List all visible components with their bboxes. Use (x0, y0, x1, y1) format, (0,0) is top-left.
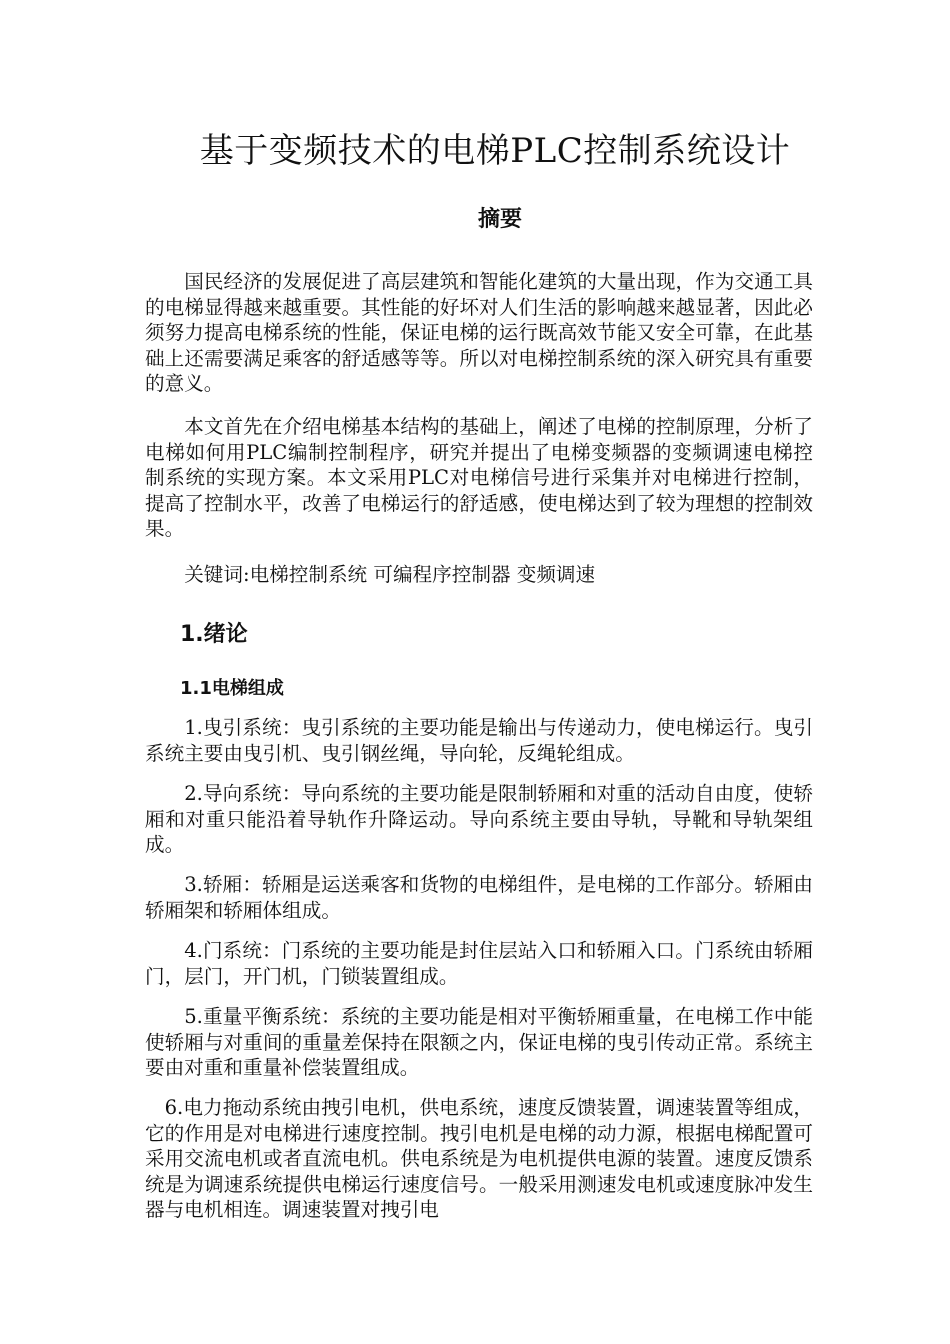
list-item-car: 3.轿厢：轿厢是运送乘客和货物的电梯组件，是电梯的工作部分。轿厢由轿厢架和轿厢体组成。 (145, 873, 813, 922)
abstract-paragraph-1: 国民经济的发展促进了高层建筑和智能化建筑的大量出现，作为交通工具的电梯显得越来越重要。其性能的好坏对人们生活的影响越来越显著，因此必须努力提高电梯系统的性能，保证电梯的运行既高效节能又安全可靠，在此基础上还需要满足乘客的舒适感等等。所以对电梯控制系统的深入研究具有重要的意义。 (145, 270, 813, 395)
keywords-line: 关键词:电梯控制系统 可编程序控制器 变频调速 (184, 563, 596, 586)
list-item-guide-system: 2.导向系统：导向系统的主要功能是限制轿厢和对重的活动自由度，使轿厢和对重只能沿着导轨作升降运动。导向系统主要由导轨，导靴和导轨架组成。 (145, 782, 813, 856)
list-item-electric-drive-system: 6.电力拖动系统由拽引电机，供电系统，速度反馈装置，调速装置等组成，它的作用是对电梯进行速度控制。拽引电机是电梯的动力源，根据电梯配置可采用交流电机或者直流电机。供电系统是为电机提供电源的装置。速度反馈系统是为调速系统提供电梯运行速度信号。一般采用测速发电机或速度脉冲发生器与电机相连。调速装置对拽引电 (145, 1096, 813, 1221)
section-heading-introduction: 1.绪论 (180, 622, 248, 647)
abstract-heading: 摘要 (477, 207, 522, 232)
document-title: 基于变频技术的电梯PLC控制系统设计 (199, 131, 791, 171)
subsection-heading-elevator-composition: 1.1电梯组成 (180, 678, 284, 699)
list-item-weight-balance-system: 5.重量平衡系统：系统的主要功能是相对平衡轿厢重量，在电梯工作中能使轿厢与对重间的重量差保持在限额之内，保证电梯的曳引传动正常。系统主要由对重和重量补偿装置组成。 (145, 1005, 813, 1079)
list-item-traction-system: 1.曳引系统：曳引系统的主要功能是输出与传递动力，使电梯运行。曳引系统主要由曳引机、曳引钢丝绳，导向轮，反绳轮组成。 (145, 716, 813, 765)
abstract-paragraph-2: 本文首先在介绍电梯基本结构的基础上，阐述了电梯的控制原理，分析了电梯如何用PLC编制控制程序，研究并提出了电梯变频器的变频调速电梯控制系统的实现方案。本文采用PLC对电梯信号进行采集并对电梯进行控制，提高了控制水平，改善了电梯运行的舒适感，使电梯达到了较为理想的控制效果。 (145, 415, 813, 540)
list-item-door-system: 4.门系统：门系统的主要功能是封住层站入口和轿厢入口。门系统由轿厢门，层门，开门机，门锁装置组成。 (145, 939, 813, 988)
